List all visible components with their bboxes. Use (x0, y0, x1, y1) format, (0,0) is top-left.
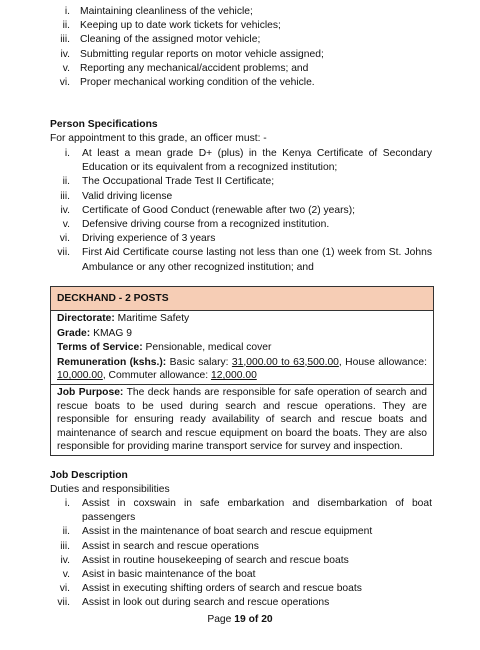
job-purpose-label: Job Purpose: (57, 386, 124, 398)
list-number: vi. (59, 583, 70, 595)
list-number: v. (62, 569, 70, 581)
list-number: iii. (60, 34, 70, 46)
basic-salary-text: Basic salary: (169, 356, 229, 368)
list-text: Reporting any mechanical/accident problems; and (80, 62, 309, 74)
terms-value: Pensionable, medical cover (145, 342, 272, 354)
list-number: iii. (60, 190, 70, 202)
list-text: Assist in the maintenance of boat search and rescue equipment (82, 526, 373, 538)
page-total: 20 (261, 614, 273, 625)
list-number: vi. (59, 233, 70, 245)
list-item (40, 5, 432, 19)
list-item (40, 497, 432, 525)
job-purpose-text: The deck hands are responsible for safe operation of search and rescue boats to be used during search and rescue operations. They are responsible for ensuring ready availability of search and rescue boats and maintenance of search and rescue equipment on board the boats. They are also responsible for providing marine transport service for survey and inspection. (57, 386, 427, 453)
list-item (40, 48, 432, 62)
post-title: DECKHAND - 2 POSTS (51, 287, 433, 311)
duties-list (40, 5, 432, 90)
grade-label: Grade: (57, 327, 91, 339)
list-text: At least a mean grade D+ (plus) in the Kenya Certificate of Secondary Education or its equivalent from a recognized institution; (82, 148, 432, 174)
list-number: ii. (62, 526, 70, 538)
post-details-box (50, 286, 434, 456)
list-item (40, 190, 432, 204)
commuter-allowance-text: , Commuter allowance: (102, 370, 209, 382)
list-item (40, 175, 432, 189)
list-text: Valid driving license (82, 190, 173, 202)
list-number: ii. (62, 20, 70, 32)
list-number: ii. (62, 176, 70, 188)
directorate-row (51, 311, 433, 326)
list-item (40, 147, 432, 175)
list-item (40, 246, 432, 274)
person-specs-list (40, 147, 432, 275)
list-text: Assist in executing shifting orders of search and rescue boats (82, 583, 362, 595)
list-item (40, 554, 432, 568)
list-text: Submitting regular reports on motor vehicle assigned; (80, 48, 324, 60)
grade-row (51, 326, 433, 341)
list-text: Defensive driving course from a recognized institution. (82, 219, 330, 231)
list-item (40, 525, 432, 539)
terms-label: Terms of Service: (57, 342, 143, 354)
list-number: iii. (60, 540, 70, 552)
list-item (40, 596, 432, 610)
list-text: Keeping up to date work tickets for vehicles; (80, 20, 281, 32)
house-allowance-text: , House allowance: (338, 356, 427, 368)
job-description-intro: Duties and responsibilities (50, 484, 170, 495)
job-description-list (40, 497, 432, 611)
list-number: vii. (57, 247, 70, 259)
list-item (40, 33, 432, 47)
list-item (40, 204, 432, 218)
list-text: Certificate of Good Conduct (renewable after two (2) years); (82, 204, 355, 216)
directorate-value: Maritime Safety (117, 313, 190, 324)
list-number: vii. (57, 597, 70, 609)
terms-row (51, 340, 433, 355)
list-text: Assist in routine housekeeping of search and rescue boats (82, 554, 349, 566)
page-footer (0, 614, 480, 625)
directorate-label: Directorate: (57, 313, 115, 324)
list-number: vi. (59, 77, 70, 89)
list-text: Proper mechanical working condition of the vehicle. (80, 77, 315, 89)
commuter-allowance-value: 12,000.00 (210, 370, 257, 382)
list-number: iv. (60, 554, 70, 566)
list-text: Assist in coxswain in safe embarkation and disembarkation of boat passengers (82, 498, 432, 524)
list-item (40, 76, 432, 90)
page-current: 19 (234, 614, 246, 625)
list-item (40, 218, 432, 232)
list-item (40, 62, 432, 76)
job-description-heading: Job Description (50, 470, 128, 481)
list-text: Assist in look out during search and rescue operations (82, 597, 330, 609)
list-item (40, 232, 432, 246)
remuneration-row (51, 355, 433, 385)
house-allowance-value: 10,000.00 (57, 370, 103, 382)
job-purpose-row (51, 385, 433, 455)
list-item (40, 582, 432, 596)
list-text: Driving experience of 3 years (82, 233, 216, 245)
list-item (40, 568, 432, 582)
list-number: v. (62, 62, 70, 74)
grade-value: KMAG 9 (93, 327, 132, 339)
list-text: The Occupational Trade Test II Certificate; (82, 176, 275, 188)
list-text: Asist in basic maintenance of the boat (82, 569, 256, 581)
list-text: First Aid Certificate course lasting not less than one (1) week from St. Johns Ambulance or any other recognized institution; and (82, 247, 432, 273)
remuneration-label: Remuneration (kshs.): (57, 356, 167, 368)
list-number: i. (64, 498, 70, 509)
list-text: Assist in search and rescue operations (82, 540, 259, 552)
basic-salary-value: 31,000.00 to 63,500.00 (231, 356, 339, 368)
page-of-word: of (248, 614, 259, 625)
list-text: Maintaining cleanliness of the vehicle; (80, 6, 253, 17)
list-number: v. (62, 219, 70, 231)
list-number: i. (64, 148, 70, 159)
page-word: Page (207, 614, 232, 625)
person-specs-intro: For appointment to this grade, an officer must: - (50, 133, 267, 144)
list-item (40, 19, 432, 33)
list-text: Cleaning of the assigned motor vehicle; (80, 34, 261, 46)
list-number: i. (64, 6, 70, 17)
list-number: iv. (60, 48, 70, 60)
person-specs-heading: Person Specifications (50, 119, 158, 130)
list-item (40, 540, 432, 554)
list-number: iv. (60, 204, 70, 216)
